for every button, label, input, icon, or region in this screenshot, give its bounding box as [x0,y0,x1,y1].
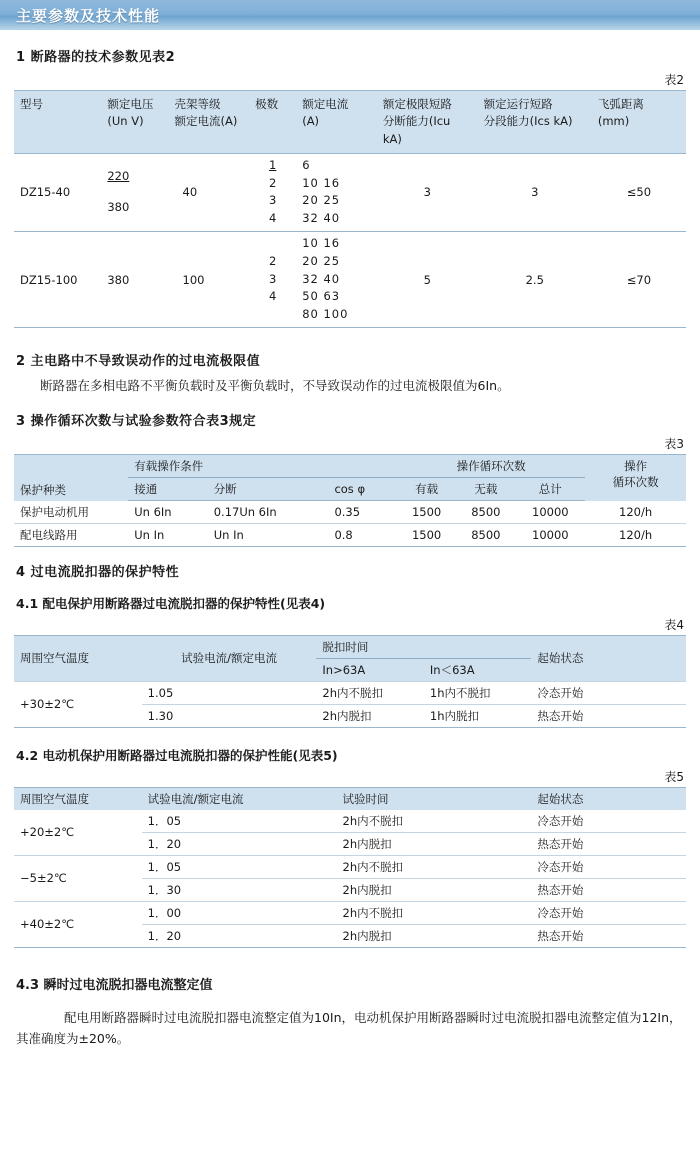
table-4-header-current: 试验电流/额定电流 [142,635,317,681]
table-3-header-kind: 保护种类 [14,455,128,501]
table2-label: 表2 [664,73,684,87]
table-2-header-cell: 极数 [249,91,296,154]
table-2-header-cell: 额定电压 (Un V) [101,91,168,154]
table-2-frame: 100 [169,232,250,328]
section-2-heading: 2 主电路中不导致误动作的过电流极限值 [16,354,261,370]
table3-label: 表3 [664,437,684,452]
table-2-icu: 3 [423,185,431,200]
table-3-header-total: 总计 [515,478,585,501]
table-3-group-header-row [14,455,686,478]
table-3-noload: 8500 [456,523,515,546]
table-5-current: 1．20 [142,832,337,855]
table-5-state: 冷态开始 [531,855,686,878]
table-3-header-cos: cos φ [328,478,397,501]
table-5-header-state: 起始状态 [531,787,686,810]
table-4-time-a: 2h内脱扣 [316,704,424,727]
table5-label: 表5 [664,769,684,784]
table-3-header-withload: 有载 [397,478,456,501]
table-5-current: 1．05 [142,855,337,878]
section-1-heading: 1 断路器的技术参数见表2 [16,50,176,65]
table-2-arc: ≤50 [626,185,652,200]
table-2-ics: 2.5 [478,232,592,328]
table-2-header-cell: 额定运行短路 分段能力(Ics kA) [478,91,592,154]
table-5-state: 热态开始 [531,832,686,855]
table-3-kind: 保护电动机用 [20,504,89,519]
table-3-withload: 1500 [397,523,456,546]
table-4-state: 热态开始 [531,704,686,727]
table-3-break: Un In [208,523,329,546]
table-5-temp: −5±2℃ [14,855,142,901]
table-5-header-time: 试验时间 [337,787,532,810]
table-2-model: DZ15-40 [20,185,71,200]
table-4-state: 冷态开始 [531,681,686,704]
table-4-time-b: 1h内脱扣 [424,704,532,727]
table4-label: 表4 [664,617,684,632]
table-row [14,523,686,546]
table-5-current: 1．05 [147,813,182,828]
table-5-state: 冷态开始 [531,901,686,924]
table-2-frame: 40 [182,185,198,200]
table-3-header-noload: 无载 [456,478,515,501]
table-5-time: 2h内脱扣 [337,924,532,947]
table-4-current: 1.05 [142,681,317,704]
table-2-arc: ≤70 [592,232,686,328]
table-5-time: 2h内不脱扣 [337,901,532,924]
table-row [14,681,686,704]
table-5-state: 热态开始 [531,878,686,901]
table-row [14,153,686,231]
table-5-state: 热态开始 [531,924,686,947]
table-3-header-break: 分断 [208,478,329,501]
table-2-header-cell: 飞弧距离 (mm) [592,91,686,154]
table-3-kind: 配电线路用 [14,523,128,546]
table-2-header-cell: 型号 [14,91,101,154]
table-5-state: 冷态开始 [537,813,584,828]
table-5-header-row [14,787,686,810]
table-row [14,810,686,833]
table-2-voltage: 380 [101,232,168,328]
table-2-header-row [14,91,686,154]
table-5-header-current: 试验电流/额定电流 [142,787,337,810]
section-2-paragraph: 断路器在多相电路不平衡负载时及平衡负载时，不导致误动作的过电流极限值为6In。 [40,378,510,394]
table-5 [14,787,686,948]
table-3-header-op: 操作 循环次数 [585,455,686,501]
table-3-header-close: 接通 [128,478,207,501]
table-row [14,501,686,524]
table-2-poles: 1 2 3 4 [269,157,277,226]
table-3-op: 120/h [585,523,686,546]
table-3-cos: 0.35 [334,505,361,520]
table-3-header-cycles: 操作循环次数 [397,455,585,478]
table-row [14,232,686,328]
table-3-total: 10000 [515,523,585,546]
table-4 [14,635,686,728]
section-4-3-heading: 4.3 瞬时过电流脱扣器电流整定值 [16,977,213,993]
table-4-time-b: 1h内不脱扣 [424,681,532,704]
table-5-current: 1．00 [142,901,337,924]
table-3-op: 120/h [619,504,653,519]
table-5-current: 1．20 [142,924,337,947]
table-2-icu: 5 [377,232,478,328]
table-5-current: 1．30 [142,878,337,901]
section-3-heading: 3 操作循环次数与试验参数符合表3规定 [16,414,257,430]
section-4-2-heading: 4.2 电动机保护用断路器过电流脱扣器的保护性能(见表5) [16,747,338,763]
table-row [14,901,686,924]
table-2-header-cell: 额定极限短路 分断能力(Icu kA) [377,91,478,154]
table-3-total: 10000 [532,505,569,520]
table-2 [14,90,686,328]
table-4-current: 1.30 [142,704,317,727]
table-3-withload: 1500 [411,505,442,520]
table-3-noload: 8500 [471,505,501,520]
page-banner [0,0,700,30]
table-3-break: 0.17Un 6In [213,505,277,520]
table-4-temp: +30±2℃ [14,681,142,727]
section-4-3-paragraph: 配电用断路器瞬时过电流脱扣器电流整定值为10In，电动机保护用断路器瞬时过电流脱扣器电流整定值为12In，其准确度为±20%。 [16,1009,682,1047]
table-2-poles: 2 3 4 [249,232,296,328]
table-2-voltage: 220 380 [107,168,130,215]
table-4-header-time-b: In＜63A [424,658,532,681]
table-2-header-cell: 壳架等级 额定电流(A) [169,91,250,154]
table-2-currents: 6 10 16 20 25 32 40 [302,157,341,226]
table-4-header-time-group: 脱扣时间 [316,635,531,658]
table-3-cos: 0.8 [328,523,397,546]
table-2-model: DZ15-100 [14,232,101,328]
table-3 [14,454,686,547]
table-5-temp: +40±2℃ [14,901,142,947]
table-4-header-temp: 周围空气温度 [14,635,142,681]
table-5-time: 2h内脱扣 [337,878,532,901]
table-5-time: 2h内不脱扣 [342,813,404,828]
page-title: 主要参数及技术性能 [16,6,161,25]
table-5-time: 2h内不脱扣 [337,855,532,878]
table-2-ics: 3 [531,185,539,200]
section-4-heading: 4 过电流脱扣器的保护特性 [16,564,180,580]
table-5-time: 2h内脱扣 [337,832,532,855]
table-5-header-temp: 周围空气温度 [14,787,142,810]
table-2-header-cell: 额定电流 (A) [296,91,377,154]
table-3-close: Un 6In [134,505,172,520]
table-4-header-row [14,635,686,658]
table-row [14,855,686,878]
table-3-header-load-cond: 有载操作条件 [128,455,397,478]
table-2-currents: 10 16 20 25 32 40 50 63 80 100 [296,232,377,328]
table-3-close: Un In [128,523,207,546]
table-4-header-state: 起始状态 [531,635,686,681]
table-4-time-a: 2h内不脱扣 [316,681,424,704]
table-4-header-time-a: In>63A [316,658,424,681]
section-4-1-heading: 4.1 配电保护用断路器过电流脱扣器的保护特性(见表4) [16,595,326,611]
table-5-temp: +20±2℃ [20,825,75,840]
